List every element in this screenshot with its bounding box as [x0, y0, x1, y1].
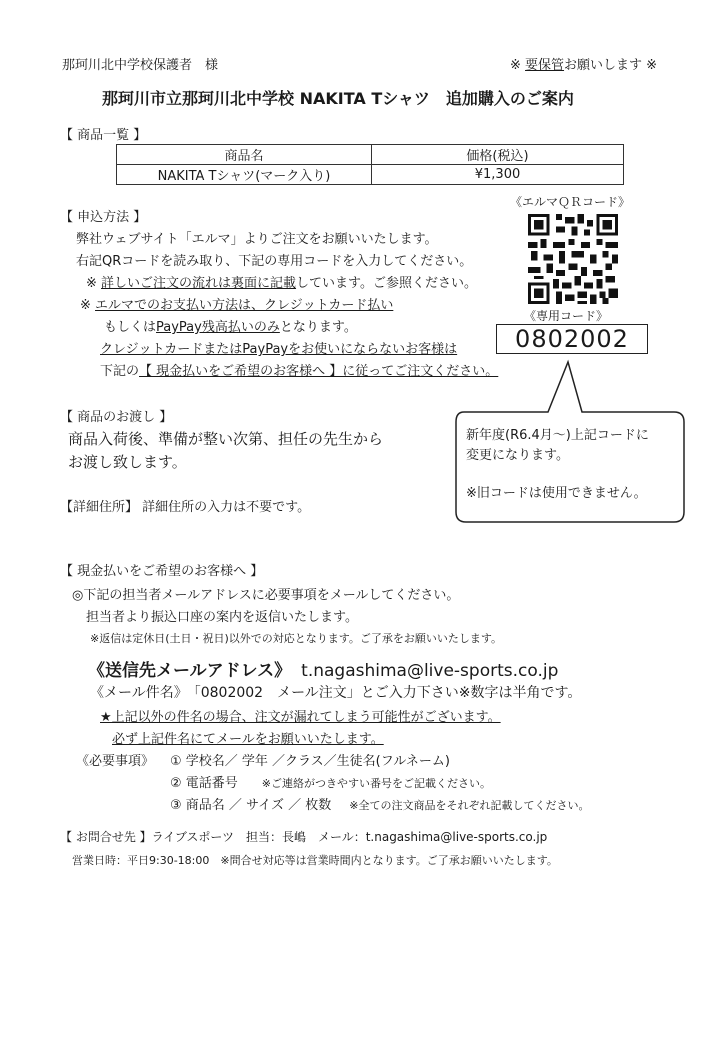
delivery-heading: 【 商品のお渡し 】 — [60, 410, 173, 425]
keep-note-suffix: お願いします ※ — [564, 58, 658, 73]
exclusive-code-box: 0802002 — [496, 324, 648, 354]
qr-code-icon — [528, 214, 618, 304]
business-hours: 営業日時：平日9:30-18:00 ※問合せ対応等は営業時間内となります。ご了承お願いいたします。 — [72, 854, 558, 867]
order-line4-underlined: エルマでのお支払い方法は、クレジットカード払い — [95, 298, 394, 313]
required-item3 — [170, 794, 590, 813]
email-label: 《送信先メールアドレス》 — [88, 661, 292, 681]
order-heading: 【 申込方法 】 — [60, 210, 147, 225]
order-line7 — [100, 360, 498, 379]
required-item2-note: ※ご連絡がつきやすい番号をご記載ください。 — [261, 777, 492, 790]
required-label: 《必要事項》 — [76, 754, 155, 769]
cash-line3: ※返信は定休日(土日・祝日)以外での対応となります。ご了承をお願いいたします。 — [90, 632, 503, 645]
email-row — [88, 656, 558, 681]
order-line5-suffix: となります。 — [279, 320, 357, 335]
cash-heading: 【 現金払いをご希望のお客様へ 】 — [60, 564, 264, 579]
order-line7-underlined: 【 現金払いをご希望のお客様へ 】に従ってご注文ください。 — [139, 364, 499, 379]
keep-note — [510, 54, 657, 73]
order-line3 — [86, 272, 477, 291]
products-heading: 【 商品一覧 】 — [60, 128, 147, 143]
keep-note-underlined: 要保管 — [525, 58, 565, 73]
order-line4-prefix: ※ — [80, 298, 96, 313]
order-line5-underlined: PayPay残高払いのみ — [156, 320, 280, 335]
required-item1: ① 学校名／ 学年 ／クラス／生徒名(フルネーム) — [170, 754, 450, 769]
contact-line: 【 お問合せ先 】ライブスポーツ 担当：長嶋 メール：t.nagashima@live-sports.co.jp — [60, 830, 548, 844]
product-price-cell: ¥1,300 — [372, 165, 624, 185]
cash-line1: ◎下記の担当者メールアドレスに必要事項をメールしてください。 — [72, 588, 460, 603]
product-table — [116, 144, 624, 185]
qr-label: 《エルマＱＲコード》 — [510, 195, 631, 209]
order-line2: 右記QRコードを読み取り、下記の専用コードを入力してください。 — [76, 254, 473, 269]
col-price-header: 価格(税込) — [372, 145, 624, 165]
order-line5 — [104, 316, 357, 335]
delivery-line1: 商品入荷後、準備が整い次第、担任の先生から — [68, 430, 384, 448]
order-line3-prefix: ※ — [86, 276, 102, 291]
warning1: ★上記以外の件名の場合、注文が漏れてしまう可能性がございます。 — [100, 710, 501, 725]
address-note: 【詳細住所】 詳細住所の入力は不要です。 — [60, 500, 311, 515]
table-header-row — [117, 145, 624, 165]
table-row — [117, 165, 624, 185]
addressee: 那珂川北中学校保護者 様 — [62, 58, 219, 73]
required-item2-main: ② 電話番号 — [170, 776, 238, 791]
required-item3-note: ※全ての注文商品をそれぞれ記載してください。 — [349, 799, 590, 812]
required-item2 — [170, 772, 491, 791]
order-line5-prefix: もしくは — [104, 320, 157, 335]
order-line4 — [80, 294, 393, 313]
bubble-text — [466, 426, 649, 504]
subject-text: 「0802002 メール注文」とご入力下さい※数字は半角です。 — [193, 685, 582, 701]
keep-note-prefix: ※ — [510, 58, 526, 73]
order-line7-prefix: 下記の — [100, 364, 140, 379]
bubble-line1: 新年度(R6.4月～)上記コードに — [466, 428, 649, 443]
subject-label: 《メール件名》 — [90, 685, 188, 701]
code-label: 《専用コード》 — [524, 309, 609, 323]
warning2: 必ず上記件名にてメールをお願いいたします。 — [112, 732, 384, 747]
bubble-line2: 変更になります。 — [466, 448, 569, 463]
bubble-line3: ※旧コードは使用できません。 — [466, 486, 647, 501]
order-line6: クレジットカードまたはPayPayをお使いにならないお客様は — [100, 342, 458, 357]
required-item3-main: ③ 商品名 ／ サイズ ／ 枚数 — [170, 798, 332, 813]
col-name-header: 商品名 — [117, 145, 372, 165]
email-address: t.nagashima@live-sports.co.jp — [301, 661, 559, 681]
cash-line2: 担当者より振込口座の案内を返信いたします。 — [86, 610, 358, 625]
order-line3-suffix: しています。ご参照ください。 — [296, 276, 478, 291]
delivery-line2: お渡し致します。 — [68, 453, 187, 471]
page-title: 那珂川市立那珂川北中学校 NAKITA Tシャツ 追加購入のご案内 — [102, 89, 574, 108]
subject-row — [90, 682, 581, 702]
order-line3-underlined: 詳しいご注文の流れは裏面に記載 — [101, 276, 297, 291]
product-name-cell: NAKITA Tシャツ(マーク入り) — [117, 165, 372, 185]
order-line1: 弊社ウェブサイト「エルマ」よりご注文をお願いいたします。 — [76, 232, 438, 247]
